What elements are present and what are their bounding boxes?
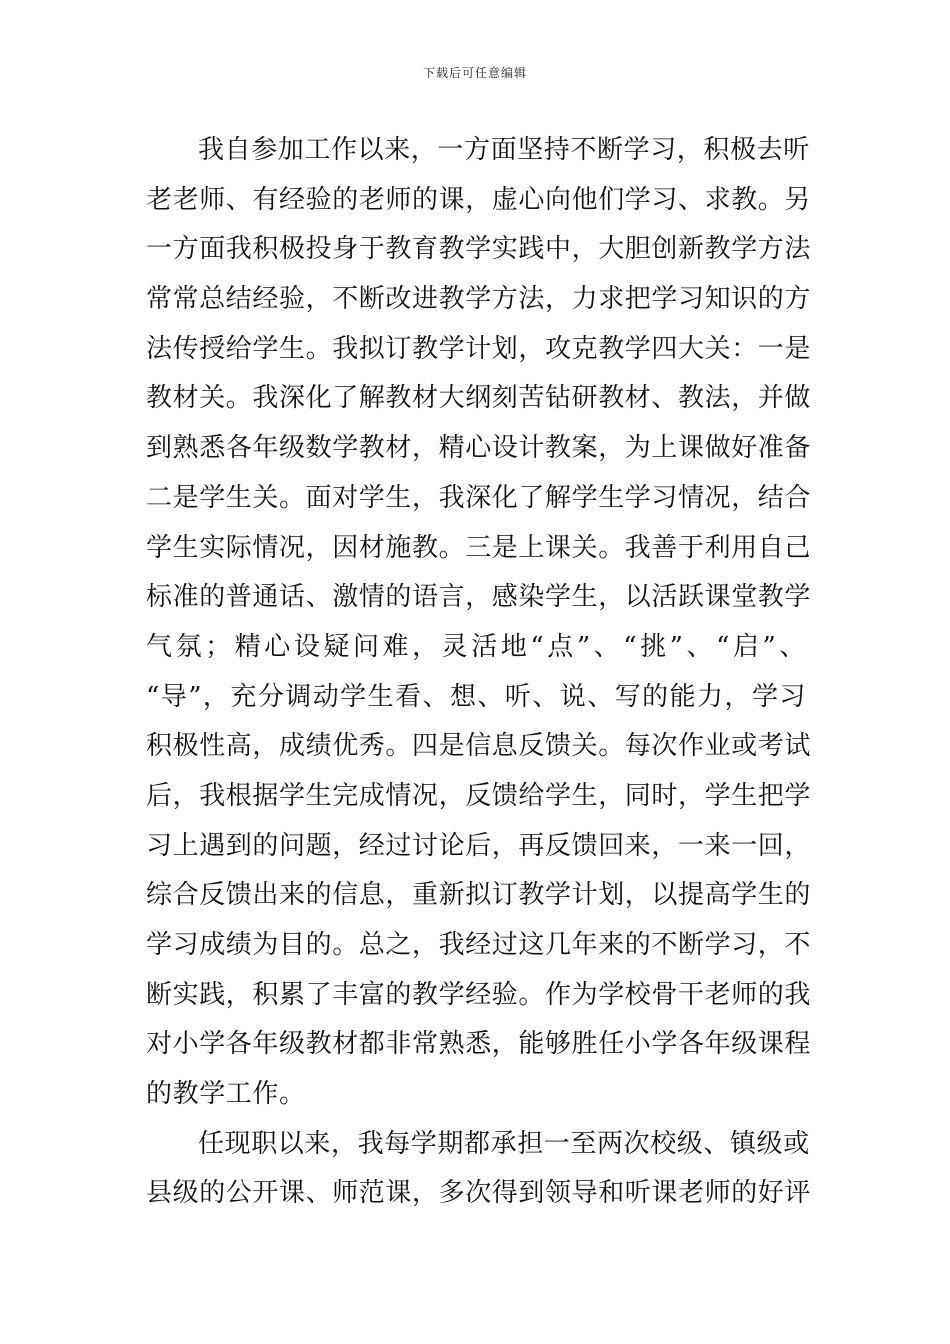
text-line: 后，我根据学生完成情况，反馈给学生，同时，学生把学 <box>146 780 812 811</box>
text-line: 的教学工作。 <box>146 1079 306 1110</box>
text-line: 习上遇到的问题，经过讨论后，再反馈回来，一来一回， <box>146 830 812 861</box>
text-line: 我自参加工作以来，一方面坚持不断学习，积极去听 <box>198 135 810 165</box>
text-line: 老老师、有经验的老师的课，虚心向他们学习、求教。另 <box>146 184 812 215</box>
text-line: 学习成绩为目的。总之，我经过这几年来的不断学习，不 <box>146 930 812 960</box>
text-line: 法传授给学生。我拟订教学计划，攻克教学四大关：一是 <box>146 333 812 364</box>
text-line: 综合反馈出来的信息，重新拟订教学计划，以提高学生的 <box>146 880 812 911</box>
text-line: 气氛；精心设疑问难，灵活地“点”、“挑”、“启”、 <box>146 631 806 662</box>
text-line: 积极性高，成绩优秀。四是信息反馈关。每次作业或考试 <box>146 731 812 762</box>
text-line: 县级的公开课、师范课，多次得到领导和听课老师的好评 <box>146 1178 812 1209</box>
text-line: 常常总结经验，不断改进教学方法，力求把学习知识的方 <box>146 284 812 315</box>
text-line: 一方面我积极投身于教育教学实践中，大胆创新教学方法 <box>146 234 812 265</box>
text-line: 二是学生关。面对学生，我深化了解学生学习情况，结合 <box>146 482 812 513</box>
text-line: “导”，充分调动学生看、想、听、说、写的能力，学习 <box>146 681 806 712</box>
text-line: 任现职以来，我每学期都承担一至两次校级、镇级或 <box>198 1128 810 1159</box>
text-line: 教材关。我深化了解教材大纲刻苦钻研教材、教法，并做 <box>146 383 812 414</box>
text-line: 标准的普通话、激情的语言，感染学生，以活跃课堂教学 <box>146 582 812 613</box>
text-line: 学生实际情况，因材施教。三是上课关。我善于利用自己 <box>146 532 812 563</box>
page-header-note: 下载后可任意编辑 <box>422 66 527 80</box>
document-body <box>146 126 812 1219</box>
text-line: 到熟悉各年级数学教材，精心设计教案，为上课做好准备 <box>146 433 812 464</box>
text-line: 对小学各年级教材都非常熟悉，能够胜任小学各年级课程 <box>146 1029 812 1060</box>
text-line: 断实践，积累了丰富的教学经验。作为学校骨干老师的我 <box>146 979 812 1010</box>
